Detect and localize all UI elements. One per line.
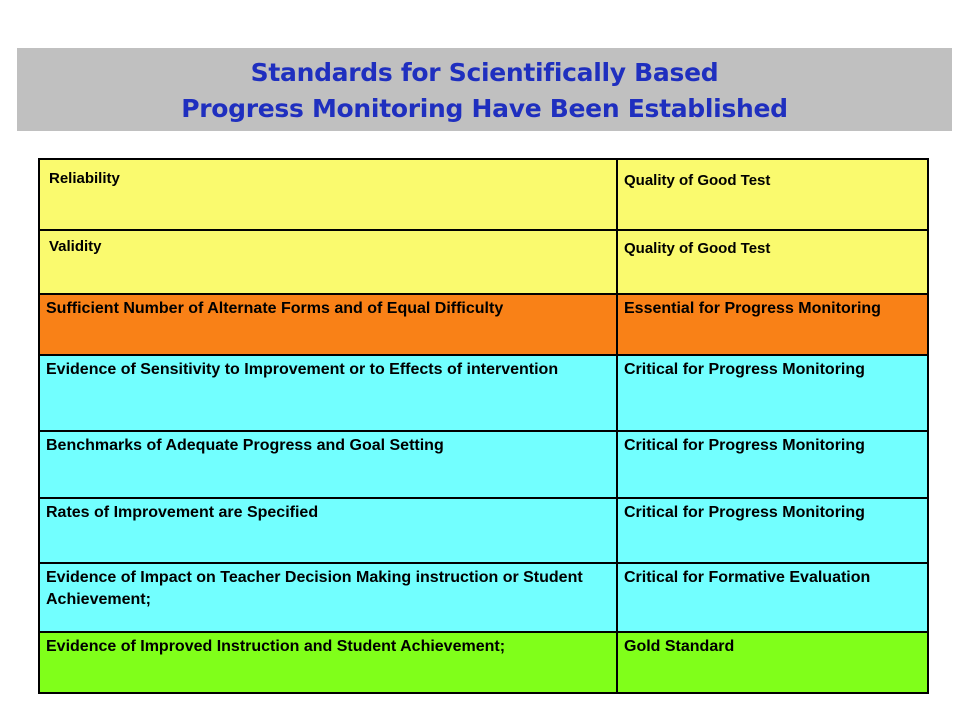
table-row [40,562,927,631]
status-cell: Quality of Good Test [616,231,927,293]
table-row [40,293,927,354]
standard-cell: Rates of Improvement are Specified [46,504,319,521]
standard-cell: Evidence of Impact on Teacher Decision Making instruction or Student Achievement; [46,569,583,608]
status-cell: Essential for Progress Monitoring [616,295,927,354]
standard-cell: Evidence of Sensitivity to Improvement or to Effects of intervention [46,361,559,378]
status-cell: Critical for Progress Monitoring [616,356,927,430]
table-row [40,229,927,293]
table-row [40,430,927,497]
standard-cell: Sufficient Number of Alternate Forms and of Equal Difficulty [46,300,504,317]
standard-cell: Evidence of Improved Instruction and Student Achievement; [46,638,506,655]
status-cell: Critical for Progress Monitoring [616,499,927,562]
status-cell: Critical for Progress Monitoring [616,432,927,497]
table-row [40,497,927,562]
table-row [40,354,927,430]
standards-table [38,158,929,694]
page-title-line-2: Progress Monitoring Have Been Established [181,94,788,123]
table-row [40,631,927,692]
status-cell: Quality of Good Test [616,160,927,229]
status-cell: Gold Standard [616,633,927,692]
title-banner [17,48,952,131]
standard-cell: Validity [49,238,102,255]
table-row [40,160,927,229]
standard-cell: Benchmarks of Adequate Progress and Goal Setting [46,437,444,454]
status-cell: Critical for Formative Evaluation [616,564,927,631]
page-title-line-1: Standards for Scientifically Based [250,58,719,87]
standard-cell: Reliability [49,170,120,187]
